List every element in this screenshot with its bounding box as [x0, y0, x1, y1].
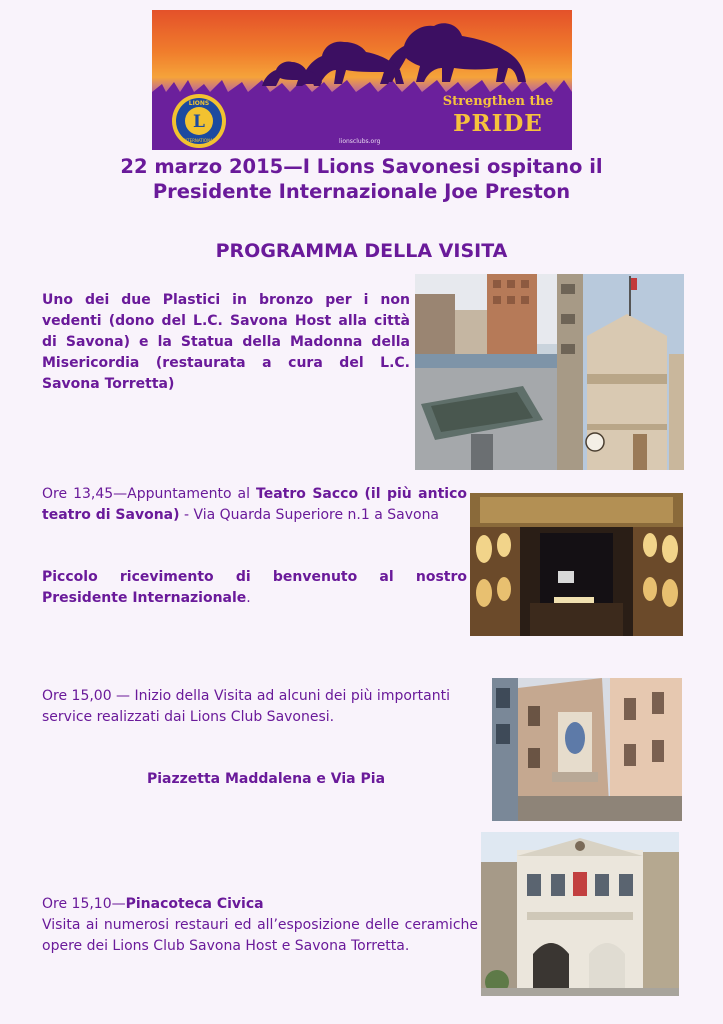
piazzetta-maddalena-photo [492, 678, 682, 821]
teatro-place: Teatro Sacco (il più antico teatro di Savona) [42, 486, 467, 523]
pinacoteca-civica-photo [481, 832, 679, 996]
ricevimento-tail: . [246, 590, 251, 606]
headline-line2: Presidente Internazionale Joe Preston [152, 180, 571, 203]
bronze-model-photo [415, 274, 557, 470]
svg-text:LIONS: LIONS [188, 100, 210, 107]
headline [80, 154, 643, 204]
program-title: PROGRAMMA DELLA VISITA [215, 240, 508, 262]
pinacoteca-place: Pinacoteca Civica [125, 896, 264, 912]
ricevimento-bold: Piccolo ricevimento di benvenuto al nostro Presidente Internazionale [42, 569, 467, 606]
svg-text:L: L [193, 112, 205, 132]
banner-url: lionsclubs.org [339, 138, 381, 145]
lions-banner [152, 10, 572, 150]
lions-international-logo [164, 92, 234, 150]
tagline-line1: Strengthen the [442, 94, 554, 109]
visita-description: Ore 15,00 — Inizio della Visita ad alcuni dei più importanti service realizzati dai Lions Club Savonesi. [42, 688, 450, 725]
svg-text:INTERNATIONAL: INTERNATIONAL [182, 138, 216, 143]
tagline-line2: PRIDE [453, 110, 543, 137]
teatro-time: Ore 13,45—Appuntamento al [42, 486, 257, 502]
tagline [434, 94, 562, 137]
teatro-appointment [42, 484, 467, 526]
ricevimento-description [42, 567, 467, 609]
pinacoteca-time: Ore 15,10— [42, 896, 126, 912]
piazzetta-heading: Piazzetta Maddalena e Via Pia [146, 771, 386, 787]
madonna-statue-tower-photo [557, 274, 684, 470]
headline-line1: 22 marzo 2015—I Lions Savonesi ospitano il [120, 155, 603, 178]
teatro-sacco-photo [470, 493, 683, 636]
pinacoteca-text: Visita ai numerosi restauri ed all’esposizione delle ceramiche opere dei Lions Club Savona Host e Savona Torretta. [42, 917, 478, 954]
plastici-description: Uno dei due Plastici in bronzo per i non vedenti (dono del L.C. Savona Host alla città di Savona) e la Statua della Madonna della Misericordia (restaurata a cura del L.C. Savona Torretta) [42, 292, 410, 392]
pinacoteca-description [42, 894, 478, 957]
teatro-address: - Via Quarda Superiore n.1 a Savona [179, 507, 440, 523]
